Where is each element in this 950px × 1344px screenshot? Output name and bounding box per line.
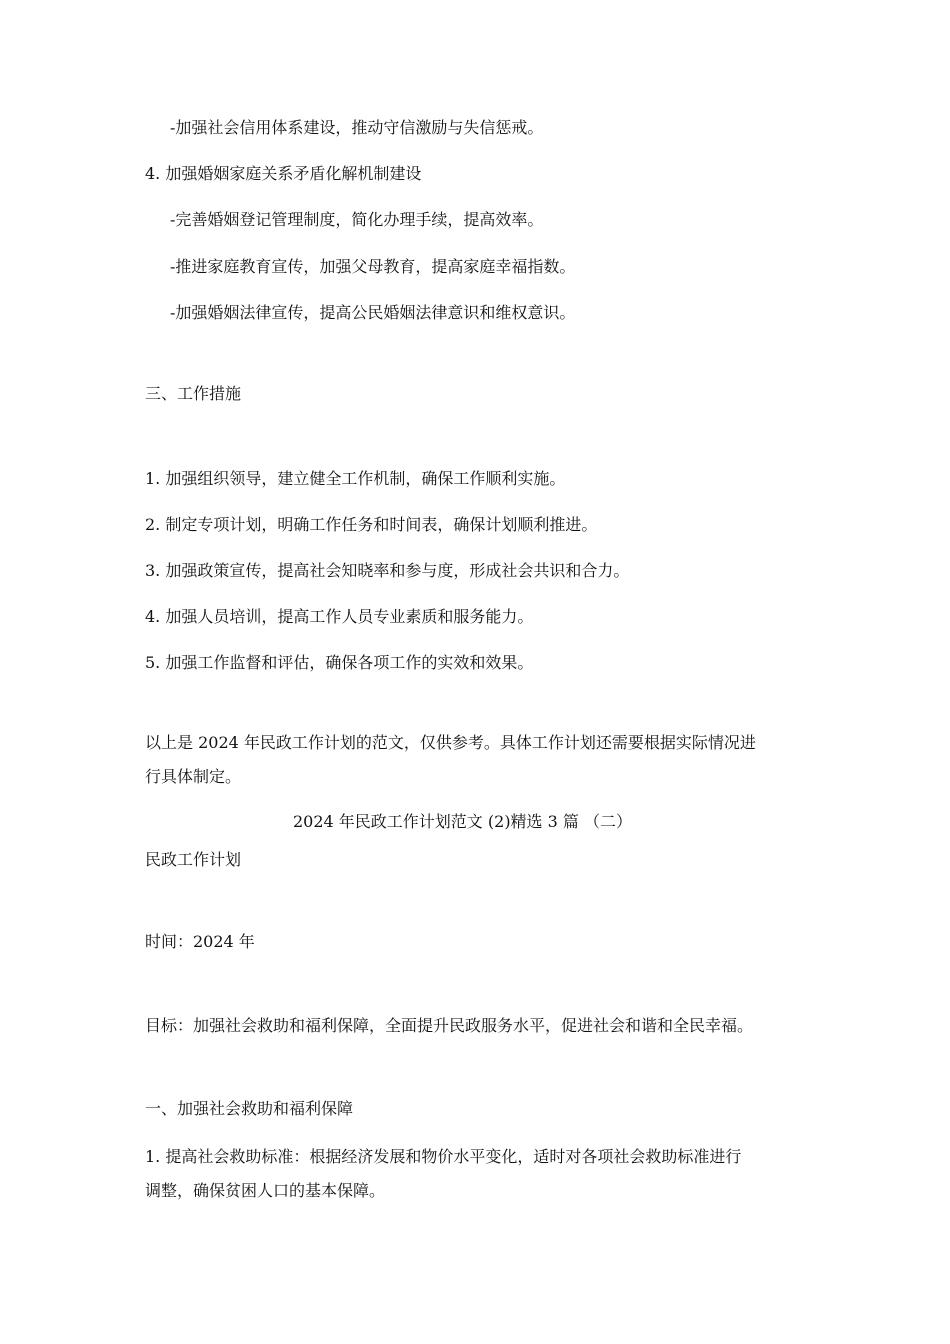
document-subtitle: 2024 年民政工作计划范文 (2)精选 3 篇 （二） <box>293 812 632 831</box>
paragraph-line: -推进家庭教育宣传，加强父母教育，提高家庭幸福指数。 <box>170 257 576 276</box>
paragraph-line: 调整，确保贫困人口的基本保障。 <box>145 1181 386 1200</box>
section-heading: 三、工作措施 <box>145 384 242 403</box>
paragraph-line: 4. 加强人员培训，提高工作人员专业素质和服务能力。 <box>145 607 534 626</box>
paragraph-line: 时间：2024 年 <box>145 932 255 951</box>
paragraph-line: 1. 加强组织领导，建立健全工作机制，确保工作顺利实施。 <box>145 469 566 488</box>
section-heading: 一、加强社会救助和福利保障 <box>145 1099 354 1118</box>
paragraph-line: 5. 加强工作监督和评估，确保各项工作的实效和效果。 <box>145 653 534 672</box>
paragraph-line: 行具体制定。 <box>145 767 242 786</box>
paragraph-line: 2. 制定专项计划，明确工作任务和时间表，确保计划顺利推进。 <box>145 515 598 534</box>
paragraph-line: -加强社会信用体系建设，推动守信激励与失信惩戒。 <box>170 118 544 137</box>
paragraph-line: 3. 加强政策宣传，提高社会知晓率和参与度，形成社会共识和合力。 <box>145 561 630 580</box>
paragraph-line: -完善婚姻登记管理制度，简化办理手续，提高效率。 <box>170 210 544 229</box>
paragraph-line: 1. 提高社会救助标准：根据经济发展和物价水平变化，适时对各项社会救助标准进行 <box>145 1147 742 1166</box>
paragraph-line: -加强婚姻法律宣传，提高公民婚姻法律意识和维权意识。 <box>170 303 576 322</box>
paragraph-line: 4. 加强婚姻家庭关系矛盾化解机制建设 <box>145 164 422 183</box>
paragraph-line: 以上是 2024 年民政工作计划的范文，仅供参考。具体工作计划还需要根据实际情况进 <box>145 733 756 752</box>
section-heading: 民政工作计划 <box>145 850 242 869</box>
paragraph-line: 目标：加强社会救助和福利保障，全面提升民政服务水平，促进社会和谐和全民幸福。 <box>145 1016 754 1035</box>
